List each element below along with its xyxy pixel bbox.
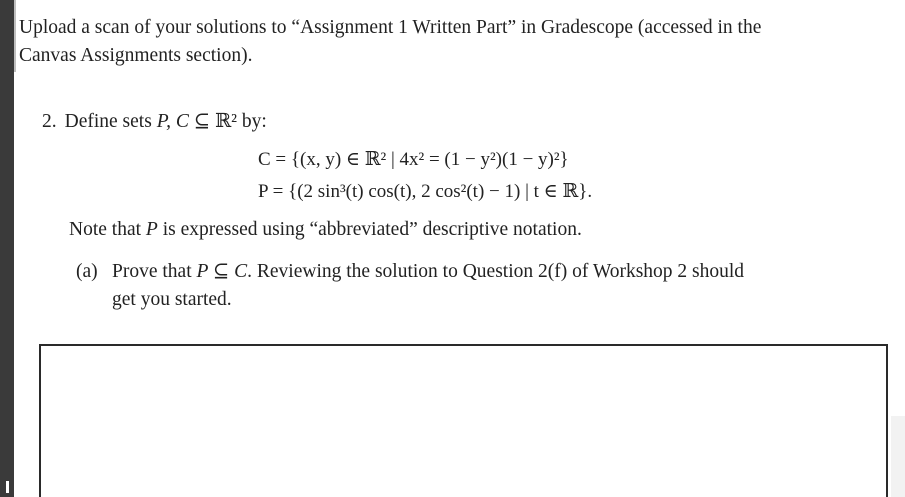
question-text-suffix: by: bbox=[237, 111, 267, 132]
note-suffix: is expressed using “abbreviated” descriptive notation. bbox=[157, 219, 582, 240]
instructions-paragraph bbox=[19, 14, 879, 70]
part-a-suffix: . Reviewing the solution to Question 2(f) of Workshop 2 should bbox=[247, 261, 745, 282]
instructions-line-1: Upload a scan of your solutions to “Assignment 1 Written Part” in Gradescope (accessed in the bbox=[19, 17, 762, 38]
part-a-line-2: get you started. bbox=[112, 289, 232, 310]
answer-box[interactable] bbox=[39, 344, 888, 497]
notation-note bbox=[69, 216, 582, 244]
note-prefix: Note that bbox=[69, 219, 146, 240]
left-margin-bar bbox=[0, 0, 14, 497]
equation-p: P = {(2 sin³(t) cos(t), 2 cos²(t) − 1) | t ∈ ℝ}. bbox=[258, 181, 593, 202]
part-a-prefix: Prove that bbox=[112, 261, 197, 282]
part-a-math: P ⊆ C bbox=[196, 261, 248, 282]
part-a bbox=[76, 258, 856, 314]
question-number: 2. bbox=[42, 111, 57, 132]
question-header bbox=[42, 108, 267, 136]
highlight-edge bbox=[14, 0, 16, 72]
subset-symbol: ⊆ bbox=[188, 111, 215, 132]
part-a-label: (a) bbox=[76, 261, 98, 282]
question-space: ℝ² bbox=[214, 111, 237, 132]
margin-marker bbox=[6, 481, 9, 493]
equation-c: C = {(x, y) ∈ ℝ² | 4x² = (1 − y²)(1 − y)²} bbox=[258, 149, 569, 170]
question-text-prefix: Define sets bbox=[64, 111, 157, 132]
question-sets: P, C bbox=[156, 111, 189, 132]
instructions-line-2: Canvas Assignments section). bbox=[19, 45, 253, 66]
scrollbar[interactable] bbox=[891, 416, 905, 497]
note-var: P bbox=[145, 219, 158, 240]
